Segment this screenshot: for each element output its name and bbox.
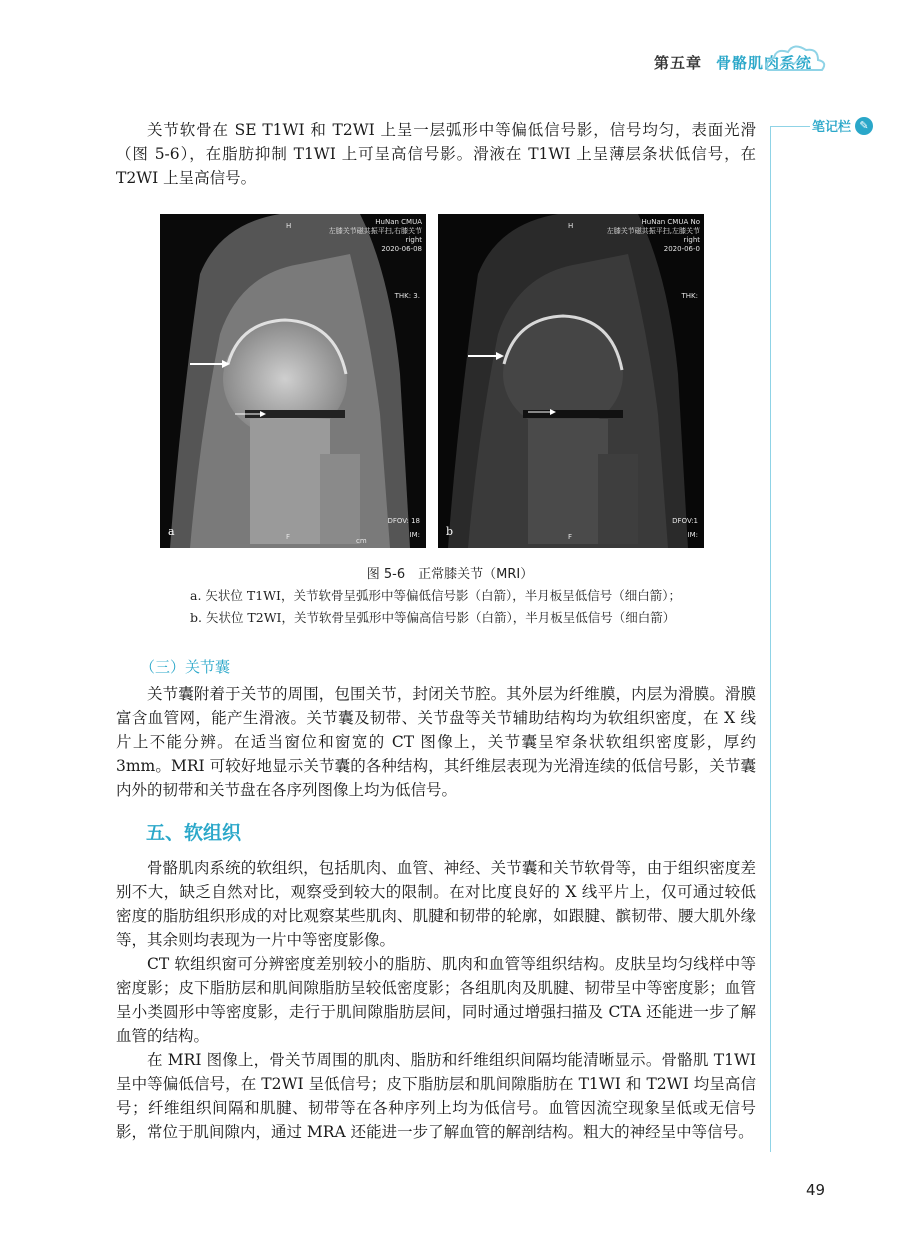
overlay-side: right <box>683 236 700 244</box>
overlay-scale-unit: cm <box>356 537 367 545</box>
mri-t1-drawing <box>160 214 426 548</box>
overlay-dfov: DFOV:1 <box>672 517 698 525</box>
overlay-header-a <box>329 218 422 254</box>
overlay-image-no: IM: <box>687 531 698 539</box>
soft-tissue-block <box>116 856 756 1144</box>
page-number: 49 <box>806 1181 826 1199</box>
paragraph-joint-capsule: 关节囊附着于关节的周围，包围关节，封闭关节腔。其外层为纤维膜，内层为滑膜。滑膜富含血管网，能产生滑液。关节囊及韧带、关节盘等关节辅助结构均为软组织密度，在 X 线片上不能分辨。在适当窗位和窗宽的 CT 图像上，关节囊呈窄条状软组织密度影，厚约 3mm。MRI 可较好地显示关节囊的各种结构，其纤维层表现为光滑连续的低信号影，关节囊内外的韧带和关节盘在各序列图像上均为低信号。 <box>116 685 756 799</box>
overlay-institution: HuNan CMUA No <box>641 218 700 226</box>
notes-column-label <box>812 116 873 135</box>
notes-margin-rule <box>770 126 771 1152</box>
overlay-head-marker: H <box>286 222 292 230</box>
figure-caption-title: 图 5-6 正常膝关节（MRI） <box>366 567 534 582</box>
overlay-study: 左膝关节磁共振平扫,左膝关节 <box>606 227 700 235</box>
paragraph-soft-tissue-xray: 骨骼肌肉系统的软组织，包括肌肉、血管、神经、关节囊和关节软骨等，由于组织密度差别不大，缺乏自然对比，观察受到较大的限制。在对比度良好的 X 线平片上，仅可通过较低密度的脂肪组织形成的对比观察某些肌肉、肌腱和韧带的轮廓，如跟腱、髌韧带、腰大肌外缘等，其余则均表现为一片中等密度影像。 <box>116 859 756 949</box>
mri-image-t2wi <box>438 214 704 548</box>
intro-block <box>116 118 756 190</box>
overlay-head-marker: H <box>568 222 574 230</box>
paragraph-soft-tissue-mri: 在 MRI 图像上，骨关节周围的肌肉、脂肪和纤维组织间隔均能清晰显示。骨骼肌 T1WI 呈中等偏低信号，在 T2WI 呈低信号；皮下脂肪层和肌间隙脂肪在 T1WI 和 T2WI 均呈高信号；纤维组织间隔和肌腱、韧带等在各种序列上均为低信号。血管因流空现象呈低或无信号影，常位于肌间隙内，通过 MRA 还能进一步了解血管的解剖结构。粗大的神经呈中等信号。 <box>116 1051 756 1141</box>
overlay-study: 左膝关节磁共振平扫,右膝关节 <box>328 227 422 235</box>
overlay-foot-marker: F <box>568 533 573 541</box>
figure-5-6 <box>160 214 710 548</box>
overlay-date: 2020-06-0 <box>663 245 700 253</box>
pencil-note-icon: ✎ <box>855 117 873 135</box>
mri-image-t1wi <box>160 214 426 548</box>
overlay-institution: HuNan CMUA <box>375 218 422 226</box>
overlay-foot-marker: F <box>286 533 291 541</box>
overlay-thickness: THK: 3. <box>394 292 420 300</box>
mri-t2-drawing <box>438 214 704 548</box>
chapter-title: 骨骼肌肉系统 <box>715 54 812 72</box>
section-heading-soft-tissue: 五、软组织 <box>146 822 242 844</box>
joint-capsule-block <box>116 682 756 802</box>
panel-label-a: a <box>168 525 175 538</box>
figure-caption-b: b. 矢状位 T2WI，关节软骨呈弧形中等偏高信号影（白箭），半月板呈低信号（细白箭） <box>190 610 676 625</box>
cloud-ornament-icon <box>760 40 830 80</box>
figure-caption-a: a. 矢状位 T1WI，关节软骨呈弧形中等偏低信号影（白箭），半月板呈低信号（细白箭）； <box>190 588 681 603</box>
subsection-heading-joint-capsule: （三）关节囊 <box>140 658 231 676</box>
overlay-image-no: IM: <box>409 531 420 539</box>
paragraph-cartilage: 关节软骨在 SE T1WI 和 T2WI 上呈一层弧形中等偏低信号影，信号均匀，表面光滑（图 5-6），在脂肪抑制 T1WI 上可呈高信号影。滑液在 T1WI 上呈薄层条状低信号，在 T2WI 上呈高信号。 <box>116 121 756 187</box>
panel-label-b: b <box>446 525 454 538</box>
overlay-dfov: DFOV: 18 <box>387 517 420 525</box>
notes-margin-tick <box>770 126 810 127</box>
overlay-header-b <box>607 218 700 254</box>
paragraph-soft-tissue-ct: CT 软组织窗可分辨密度差别较小的脂肪、肌肉和血管等组织结构。皮肤呈均匀线样中等密度影；皮下脂肪层和肌间隙脂肪呈较低密度影；各组肌肉及肌腱、韧带呈中等密度影；血管呈小类圆形中等密度影，走行于肌间隙脂肪层间，同时通过增强扫描及 CTA 还能进一步了解血管的结构。 <box>116 955 756 1045</box>
notes-label-text: 笔记栏 <box>812 120 852 135</box>
overlay-date: 2020-06-08 <box>381 245 422 253</box>
overlay-side: right <box>405 236 422 244</box>
overlay-thickness: THK: <box>681 292 698 300</box>
chapter-number: 第五章 <box>653 54 702 72</box>
